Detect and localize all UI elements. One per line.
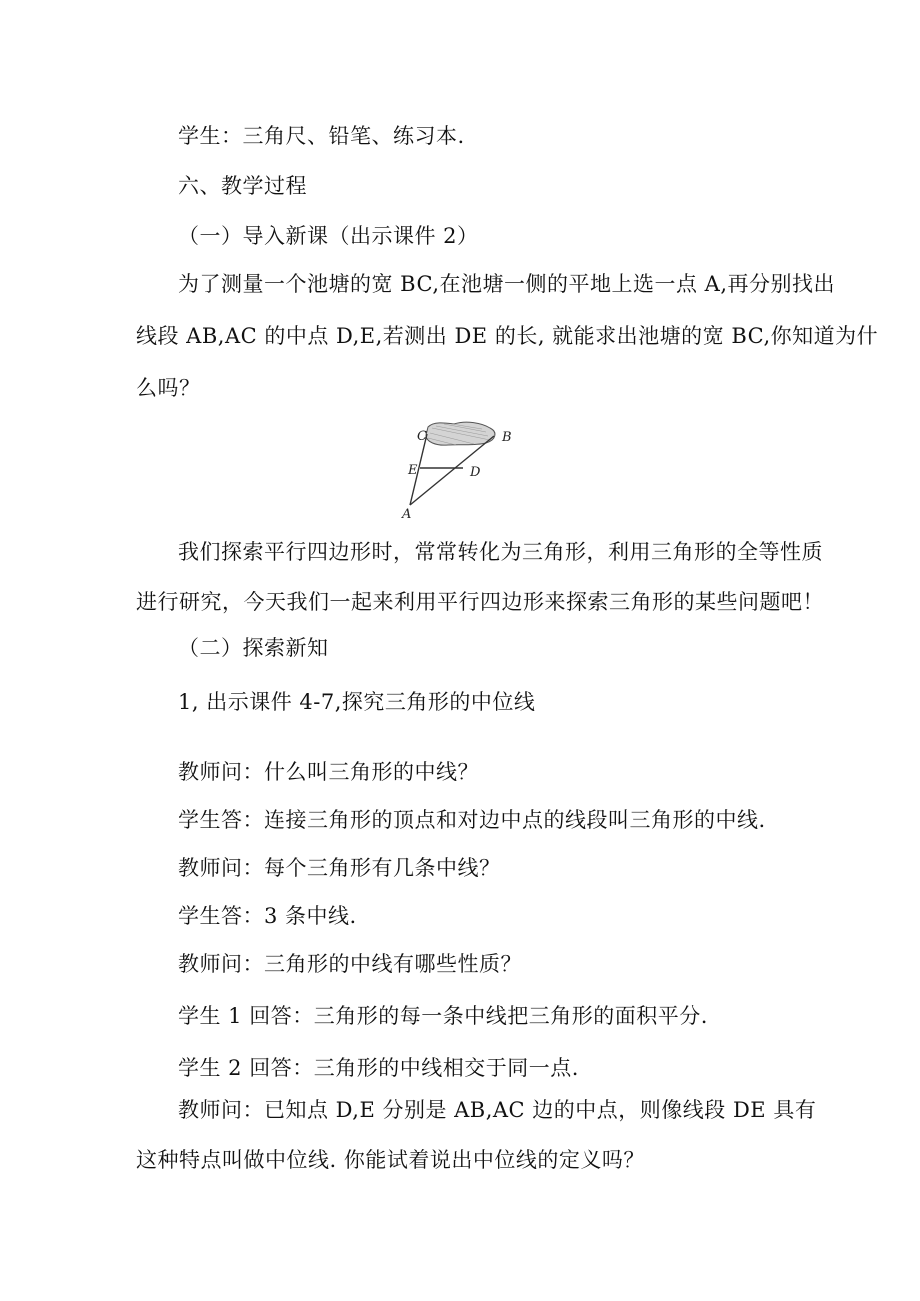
student-answer-2: 学生答：3 条中线. bbox=[178, 904, 357, 928]
segment-ab bbox=[410, 436, 494, 505]
student-2-answer: 学生 2 回答：三角形的中线相交于同一点. bbox=[178, 1056, 579, 1080]
point-a-label: A bbox=[402, 507, 412, 522]
teacher-question-4-line-1: 教师问：已知点 D,E 分别是 AB,AC 边的中点，则像线段 DE 具有 bbox=[178, 1098, 817, 1122]
point-d-label: D bbox=[470, 465, 481, 480]
point-e-label: E bbox=[408, 463, 418, 478]
paragraph-2-line-1: 为了测量一个池塘的宽 BC,在池塘一侧的平地上选一点 A,再分别找出 bbox=[178, 272, 836, 296]
point-c-label: C bbox=[417, 429, 427, 444]
pond-triangle-diagram bbox=[390, 418, 525, 526]
teacher-question-1: 教师问：什么叫三角形的中线？ bbox=[178, 760, 479, 784]
pond-triangle-figure bbox=[390, 418, 525, 526]
activity-heading: 1, 出示课件 4-7,探究三角形的中位线 bbox=[178, 690, 536, 714]
subsection-heading-1: （一）导入新课（出示课件 2） bbox=[178, 224, 479, 248]
point-b-label: B bbox=[502, 430, 512, 445]
student-answer-1: 学生答：连接三角形的顶点和对边中点的线段叫三角形的中线. bbox=[178, 808, 766, 832]
student-1-answer: 学生 1 回答：三角形的每一条中线把三角形的面积平分. bbox=[178, 1004, 708, 1028]
teacher-question-4-line-2: 这种特点叫做中位线. 你能试着说出中位线的定义吗？ bbox=[136, 1148, 645, 1172]
section-heading: 六、教学过程 bbox=[178, 174, 307, 198]
paragraph-1: 学生：三角尺、铅笔、练习本. bbox=[178, 124, 465, 148]
paragraph-2-line-3: 么吗？ bbox=[136, 376, 201, 400]
subsection-heading-2: （二）探索新知 bbox=[178, 636, 329, 660]
teacher-question-2: 教师问：每个三角形有几条中线？ bbox=[178, 856, 501, 880]
teacher-question-3: 教师问：三角形的中线有哪些性质？ bbox=[178, 952, 522, 976]
paragraph-3-line-2: 进行研究，今天我们一起来利用平行四边形来探索三角形的某些问题吧！ bbox=[136, 590, 824, 614]
paragraph-2-line-2: 线段 AB,AC 的中点 D,E,若测出 DE 的长, 就能求出池塘的宽 BC,你知道为什 bbox=[136, 324, 879, 348]
paragraph-3-line-1: 我们探索平行四边形时，常常转化为三角形，利用三角形的全等性质 bbox=[178, 540, 823, 564]
